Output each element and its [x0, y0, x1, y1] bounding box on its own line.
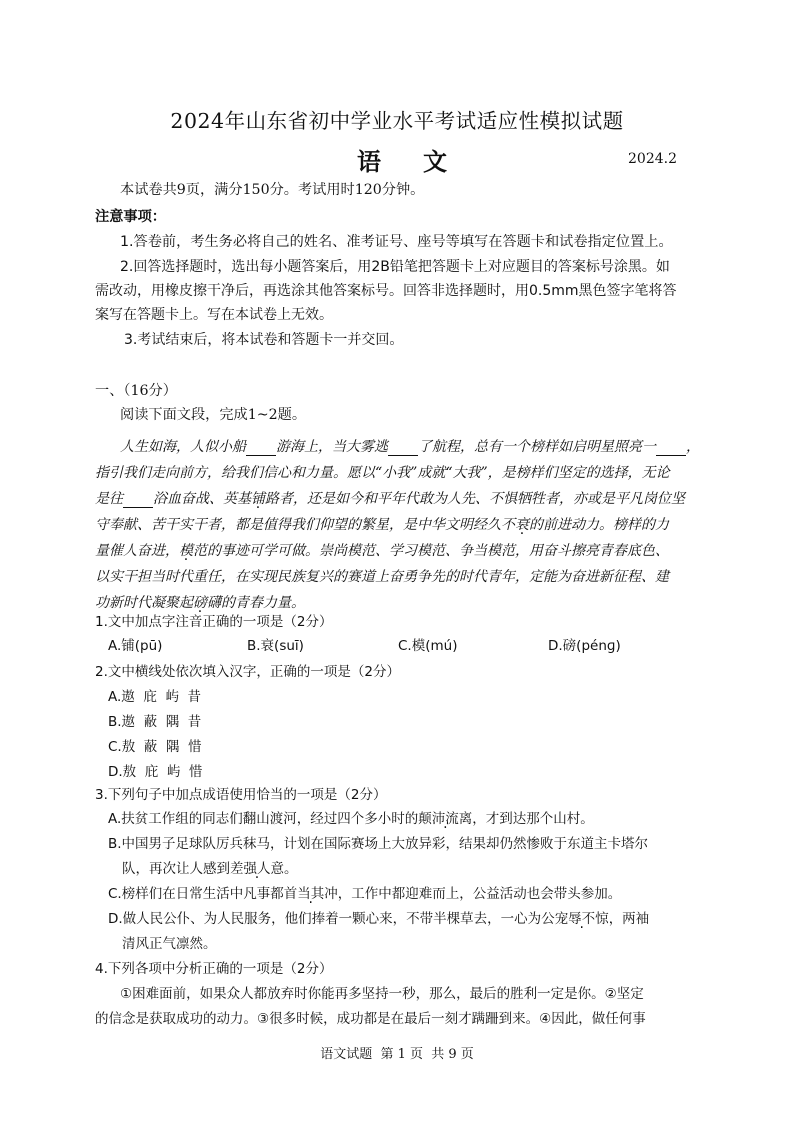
notice-item-3: 3.考试结束后，将本试卷和答题卡一并交回。 — [124, 332, 404, 348]
passage-line-1: 人生如海，人似小船 游海上，当大雾逃 了航程，总有一个榜样如启明星照亮一 ， — [120, 439, 700, 455]
q1-stem: 1.文中加点字注音正确的一项是（2分） — [95, 614, 333, 630]
dotted-idiom-a: 颠沛流离 — [418, 811, 473, 827]
dotted-idiom-c: 首当其冲 — [283, 886, 338, 902]
q3-option-d-line-2[interactable]: 清风正气凛然。 — [122, 936, 217, 952]
blank-4 — [123, 491, 153, 508]
section-1-heading: 一、（16分） — [95, 383, 177, 399]
page-footer: 语文试题 第 1 页 共 9 页 — [320, 1047, 474, 1062]
notice-item-2-line-3: 案写在答题卡上。写在本试卷上无效。 — [95, 307, 333, 323]
passage-line-2: 指引我们走向前方，给我们信心和力量。愿以“小我”成就“大我”，是榜样们坚定的选择，无论 — [95, 465, 670, 481]
section-1-instruction: 阅读下面文段，完成1~2题。 — [120, 407, 307, 423]
dotted-char-shuai: 衰 — [515, 517, 529, 533]
notice-heading: 注意事项： — [95, 209, 166, 225]
passage-line-5: 量催人奋进，模范的事迹可学可做。崇尚模范、学习模范、争当模范，用奋斗擦亮青春底色、 — [95, 543, 669, 559]
dotted-idiom-d: 宠辱不惊 — [554, 911, 609, 927]
q2-option-c[interactable]: C.敖 蔽 隅 惜 — [108, 739, 202, 755]
q2-option-b[interactable]: B.遨 蔽 隅 昔 — [108, 714, 202, 730]
q3-option-c[interactable]: C.榜样们在日常生活中凡事都首当其冲，工作中都迎难而上，公益活动也会带头参加。 — [108, 886, 622, 902]
blank-1 — [246, 439, 276, 456]
q4-text-line-1: ①困难面前，如果众人都放弃时你能再多坚持一秒，那么，最后的胜利一定是你。②坚定 — [120, 986, 644, 1002]
dotted-idiom-b: 差强人意 — [230, 861, 284, 877]
blank-2 — [388, 439, 418, 456]
notice-item-1: 1.答卷前，考生务必将自己的姓名、准考证号、座号等填写在答题卡和试卷指定位置上。 — [120, 234, 673, 250]
notice-item-2-line-2: 需改动，用橡皮擦干净后，再选涂其他答案标号。回答非选择题时，用0.5mm黑色签字笔将答 — [95, 283, 677, 299]
q4-text-line-2: 的信念是获取成功的动力。③很多时候，成功都是在最后一刻才蹒跚到来。④因此，做任何事 — [95, 1011, 646, 1027]
q1-option-a[interactable]: A.铺(pū) — [108, 638, 163, 654]
q3-option-a[interactable]: A.扶贫工作组的同志们翻山渡河，经过四个多小时的颠沛流离，才到达那个山村。 — [108, 811, 594, 827]
q1-option-c[interactable]: C.模(mú) — [398, 638, 458, 654]
passage-line-3: 是往 浴血奋战、英基铺路者，还是如今和平年代敢为人先、不惧牺牲者，亦或是平凡岗位坚 — [95, 491, 685, 507]
q3-option-b-line-1[interactable]: B.中国男子足球队厉兵秣马，计划在国际赛场上大放异彩，结果却仍然惨败于东道主卡塔尔 — [108, 836, 649, 852]
q1-option-b[interactable]: B.衰(suī) — [247, 638, 304, 654]
exam-date: 2024.2 — [628, 151, 677, 167]
q2-option-d[interactable]: D.敖 庇 屿 惜 — [108, 764, 203, 780]
q3-option-d-line-1[interactable]: D.做人民公仆、为人民服务，他们捧着一颗心来，不带半棵草去，一心为公宠辱不惊，两袖 — [108, 911, 650, 927]
exam-title: 2024年山东省初中学业水平考试适应性模拟试题 — [170, 109, 624, 133]
passage-line-6: 以实干担当时代重任，在实现民族复兴的赛道上奋勇争先的时代青年，定能为奋进新征程、建 — [95, 569, 669, 585]
blank-3 — [656, 439, 686, 456]
q4-stem: 4.下列各项中分析正确的一项是（2分） — [95, 961, 333, 977]
exam-intro: 本试卷共9页，满分150分。考试用时120分钟。 — [120, 182, 425, 198]
subject-title: 语文 — [357, 147, 489, 176]
passage-line-7: 功新时代凝聚起磅礴的青春力量。 — [95, 595, 305, 611]
dotted-char-pang: 磅 — [193, 595, 207, 611]
passage-line-4: 守奉献、苦干实干者，都是值得我们仰望的繁星，是中华文明经久不衰的前进动力。榜样的力 — [95, 517, 669, 533]
q2-stem: 2.文中横线处依次填入汉字，正确的一项是（2分） — [95, 664, 400, 680]
q2-option-a[interactable]: A.遨 庇 屿 昔 — [108, 689, 202, 705]
q3-option-b-line-2[interactable]: 队，再次让人感到差强人意。 — [122, 861, 298, 877]
notice-item-2-line-1: 2.回答选择题时，选出每小题答案后，用2B铅笔把答题卡上对应题目的答案标号涂黑。如 — [120, 259, 670, 275]
q3-stem: 3.下列句子中加点成语使用恰当的一项是（2分） — [95, 787, 387, 803]
dotted-char-pu: 铺 — [251, 491, 265, 507]
q1-option-d[interactable]: D.磅(pénɡ) — [548, 638, 621, 654]
dotted-char-mo: 模 — [179, 543, 193, 559]
